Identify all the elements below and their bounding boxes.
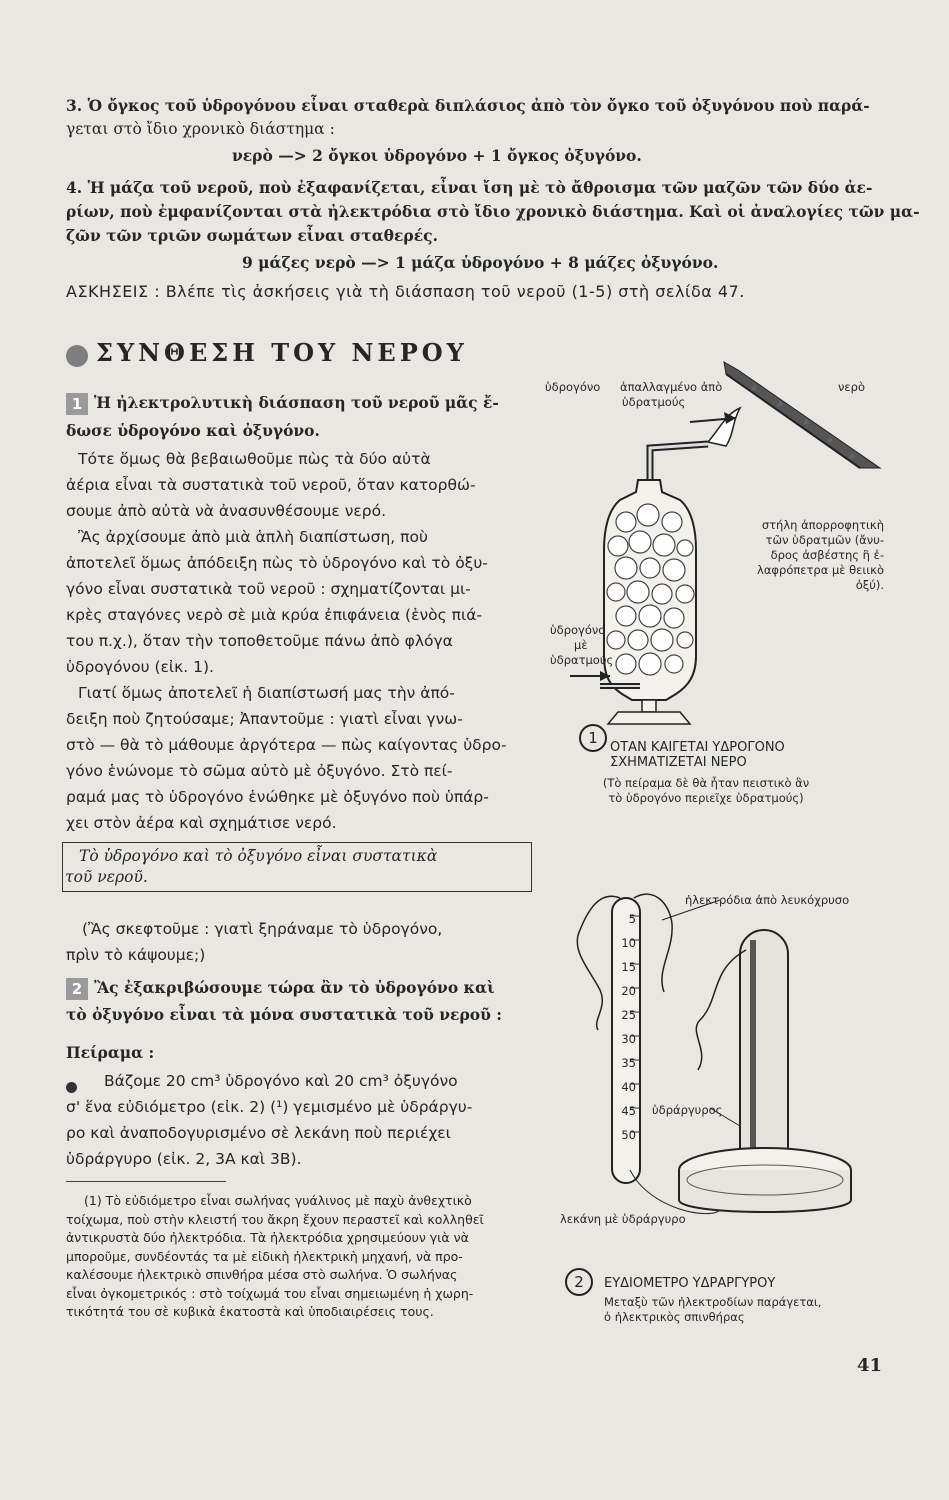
experiment-label: Πείραμα : xyxy=(66,1043,155,1062)
footnote-line: καλέσουμε ἠλεκτρικὸ σπινθήρα μέσα στὸ σωλήνα. Ὁ σωλήνας xyxy=(66,1267,458,1282)
fig1-label-vapour: ὑδρατμούς xyxy=(622,395,686,409)
fig1-inlet-label xyxy=(550,623,613,668)
body-line: ραμά μας τὸ ὑδρογόνο ἑνώθηκε μὲ ὀξυγόνο ποὺ ὑπάρ- xyxy=(66,788,489,806)
part2-heading-line1 xyxy=(66,978,495,1000)
key-statement-line1: Τὸ ὑδρογόνο καὶ τὸ ὀξυγόνο εἶναι συστατικὰ xyxy=(79,847,438,865)
part2-heading-line2: τὸ ὀξυγόνο εἶναι τὰ μόνα συστατικὰ τοῦ νεροῦ : xyxy=(66,1005,502,1024)
body-line: Τότε ὅμως θὰ βεβαιωθοῦμε πὼς τὰ δύο αὐτὰ xyxy=(78,450,431,468)
figure-2 xyxy=(560,880,860,1225)
fig2-label-mercury: ὑδράργυρος xyxy=(652,1103,723,1117)
scale-mark: 25 xyxy=(621,1008,636,1022)
footnote-line: ἀντικρυστὰ δύο ἠλεκτρόδια. Τὰ ἠλεκτρόδια χρησιμεύουν γιὰ νὰ xyxy=(66,1230,469,1245)
scale-mark: 35 xyxy=(621,1056,636,1070)
body-line: του π.χ.), ὅταν τὴν τοποθετοῦμε πάνω ἀπὸ φλόγα xyxy=(66,632,453,650)
experiment-bullet xyxy=(66,1082,77,1093)
column-label-line: τῶν ὑδρατμῶν (ἄνυ- xyxy=(765,533,884,547)
item3-line1: 3. Ὁ ὄγκος τοῦ ὑδρογόνου εἶναι σταθερὰ διπλάσιος ἀπὸ τὸν ὄγκο τοῦ ὀξυγόνου ποὺ παρά- xyxy=(66,96,870,115)
item4-line3: ζῶν τῶν τριῶν σωμάτων εἶναι σταθερές. xyxy=(66,226,438,245)
scale-mark: 50 xyxy=(621,1128,636,1142)
body-line: σουμε ἀπὸ αὐτὰ νὰ ἀνασυνθέσουμε νερό. xyxy=(66,502,386,520)
scale-mark: 45 xyxy=(621,1104,636,1118)
figure-1-number: 1 xyxy=(579,724,607,752)
exercises-note: ΑΣΚΗΣΕΙΣ : Βλέπε τὶς ἀσκήσεις γιὰ τὴ διάσπαση τοῦ νεροῦ (1-5) στὴ σελίδα 47. xyxy=(66,282,745,301)
inlet-label-line: ὑδρατμούς xyxy=(550,653,614,667)
footnote-rule xyxy=(66,1181,226,1182)
body-line: ἀποτελεῖ ὅμως ἀπόδειξη πὼς τὸ ὑδρογόνο καὶ τὸ ὀξυ- xyxy=(66,554,488,572)
section-bullet xyxy=(66,345,88,367)
question-line2: πρὶν τὸ κάψουμε;) xyxy=(66,946,206,964)
experiment-line3: ρο καὶ ἀναποδογυρισμένο σὲ λεκάνη ποὺ περιέχει xyxy=(66,1124,451,1142)
part1-number: 1 xyxy=(66,393,88,415)
figure-1-note-line1: (Τὸ πείραμα δὲ θὰ ἦταν πειστικὸ ἂν xyxy=(602,776,810,790)
fig1-label-freed: ἀπαλλαγμένο ἀπὸ xyxy=(620,380,723,394)
figure-2-number: 2 xyxy=(565,1268,593,1296)
figure-1-note-line2: τὸ ὑδρογόνο περιεῖχε ὑδρατμούς) xyxy=(608,791,804,805)
eudiometer-scale xyxy=(610,907,636,1147)
column-label-line: ὀξύ). xyxy=(855,578,884,592)
scale-mark: 15 xyxy=(621,960,636,974)
body-line: γόνο ἑνώνομε τὸ σῶμα αὐτὸ μὲ ὀξυγόνο. Στὸ πεί- xyxy=(66,762,453,780)
scale-mark: 10 xyxy=(621,936,636,950)
part1-heading-text: Ἡ ἠλεκτρολυτικὴ διάσπαση τοῦ νεροῦ μᾶς ἔ- xyxy=(94,393,499,412)
scale-mark: 20 xyxy=(621,984,636,998)
figure-2-caption-line3: ὁ ἠλεκτρικὸς σπινθήρας xyxy=(604,1310,745,1324)
footnote-line: μποροῦμε, συνδέοντάς τα μὲ εἰδικὴ ἠλεκτρικὴ μηχανή, νὰ προ- xyxy=(66,1248,463,1264)
scale-mark: 30 xyxy=(621,1032,636,1046)
section-title: ΣΥΝΘΕΣΗ ΤΟΥ ΝΕΡΟΥ xyxy=(96,338,468,367)
part1-body xyxy=(66,446,531,836)
fig2-label-basin: λεκάνη μὲ ὑδράργυρο xyxy=(560,1212,686,1226)
body-line: κρὲς σταγόνες νερὸ σὲ μιὰ κρύα ἐπιφάνεια (ἑνὸς πιά- xyxy=(66,606,483,624)
item4-line1: 4. Ἡ μάζα τοῦ νεροῦ, ποὺ ἐξαφανίζεται, εἶναι ἴση μὲ τὸ ἄθροισμα τῶν μαζῶν τῶν δύο ἀε- xyxy=(66,178,873,197)
inlet-label-line: ὑδρογόνο xyxy=(550,623,606,637)
body-line: δειξη ποὺ ζητούσαμε; Ἀπαντοῦμε : γιατὶ εἶναι γνω- xyxy=(66,710,463,728)
figure-2-caption-line1: ΕΥΔΙΟΜΕΤΡΟ ΥΔΡΑΡΓΥΡΟΥ xyxy=(604,1276,776,1291)
scale-mark: 40 xyxy=(621,1080,636,1094)
footnote-line: εἶναι ὀγκομετρικός : στὸ τοίχωμά του εἶναι σημειωμένη ἡ χωρη- xyxy=(66,1285,474,1301)
equation-masses: 9 μάζες νερὸ —> 1 μάζα ὑδρογόνο + 8 μάζες ὀξυγόνο. xyxy=(242,253,719,272)
part2-number: 2 xyxy=(66,978,88,1000)
figure-2-caption-line2: Μεταξὺ τῶν ἠλεκτροδίων παράγεται, xyxy=(604,1295,822,1309)
key-statement-line2: τοῦ νεροῦ. xyxy=(65,868,148,886)
body-line: στὸ — θὰ τὸ μάθουμε ἀργότερα — πὼς καίγοντας ὑδρο- xyxy=(66,736,507,754)
figure-2-drawing xyxy=(560,880,860,1225)
footnote xyxy=(66,1192,536,1322)
experiment-line1: Βάζομε 20 cm³ ὑδρογόνο καὶ 20 cm³ ὀξυγόνο xyxy=(104,1072,458,1090)
body-line: ὑδρογόνου (εἰκ. 1). xyxy=(66,658,214,676)
item4-line2: ρίων, ποὺ ἐμφανίζονται στὰ ἠλεκτρόδια στὸ ἴδιο χρονικὸ διάστημα. Καὶ οἱ ἀναλογίες τῶν μα- xyxy=(66,202,920,221)
footnote-line: (1) Τὸ εὐδιόμετρο εἶναι σωλήνας γυάλινος μὲ παχὺ ἀνθεχτικὸ xyxy=(84,1193,472,1208)
column-label-line: στήλη ἀπορροφητικὴ xyxy=(761,518,884,532)
column-label-line: λαφρόπετρα μὲ θειικὸ xyxy=(757,563,884,577)
inlet-label-line: μὲ xyxy=(574,638,588,652)
item3-line2: γεται στὸ ἴδιο χρονικὸ διάστημα : xyxy=(66,120,335,138)
body-line: Γιατί ὅμως ἀποτελεῖ ἡ διαπίστωσή μας τὴν ἀπό- xyxy=(78,684,455,702)
page-number: 41 xyxy=(857,1355,883,1376)
footnote-line: τικότητά του σὲ κυβικὰ ἑκατοστὰ καὶ ὑποδιαιρέσεις τους. xyxy=(66,1304,434,1319)
body-line: χει στὸν ἀέρα καὶ σχημάτισε νερό. xyxy=(66,814,337,832)
part1-heading-line2: δωσε ὑδρογόνο καὶ ὀξυγόνο. xyxy=(66,421,320,440)
body-line: γόνο εἶναι συστατικὰ τοῦ νεροῦ : σχηματίζονται μι- xyxy=(66,580,471,598)
body-line: Ἂς ἀρχίσουμε ἀπὸ μιὰ ἁπλὴ διαπίστωση, ποὺ xyxy=(78,528,428,546)
key-statement-box xyxy=(62,842,532,892)
experiment-line2: σ' ἕνα εὐδιόμετρο (εἰκ. 2) (¹) γεμισμένο μὲ ὑδράργυ- xyxy=(66,1098,473,1116)
part2-heading-text: Ἂς ἐξακριβώσουμε τώρα ἂν τὸ ὑδρογόνο καὶ xyxy=(94,978,495,997)
fig2-label-electrodes: ἠλεκτρόδια ἀπὸ λευκόχρυσο xyxy=(685,893,850,907)
footnote-line: τοίχωμα, ποὺ στὴν κλειστή του ἄκρη ἔχουν περαστεῖ καὶ κολληθεῖ xyxy=(66,1211,484,1227)
scale-mark: 5 xyxy=(628,912,636,926)
figure-1-caption-line2: ΣΧΗΜΑΤΙΖΕΤΑΙ ΝΕΡΟ xyxy=(610,755,747,770)
question-line1: (Ἂς σκεφτοῦμε : γιατὶ ξηράναμε τὸ ὑδρογόνο, xyxy=(82,920,443,938)
column-label-line: δρος ἀσβέστης ἢ ἐ- xyxy=(770,548,884,562)
fig1-label-water: νερὸ xyxy=(838,380,865,394)
part1-heading-line1 xyxy=(66,393,499,415)
figure-1-caption-line1: ΟΤΑΝ ΚΑΙΓΕΤΑΙ ΥΔΡΟΓΟΝΟ xyxy=(610,740,785,755)
fig1-label-hydrogen: ὑδρογόνο xyxy=(545,380,601,394)
equation-volumes: νερὸ —> 2 ὄγκοι ὑδρογόνο + 1 ὄγκος ὀξυγόνο. xyxy=(232,146,642,165)
fig1-column-label xyxy=(724,518,884,593)
experiment-line4: ὑδράργυρο (εἰκ. 2, 3Α καὶ 3Β). xyxy=(66,1150,302,1168)
body-line: ἀέρια εἶναι τὰ συστατικὰ τοῦ νεροῦ, ὅταν κατορθώ- xyxy=(66,476,476,494)
